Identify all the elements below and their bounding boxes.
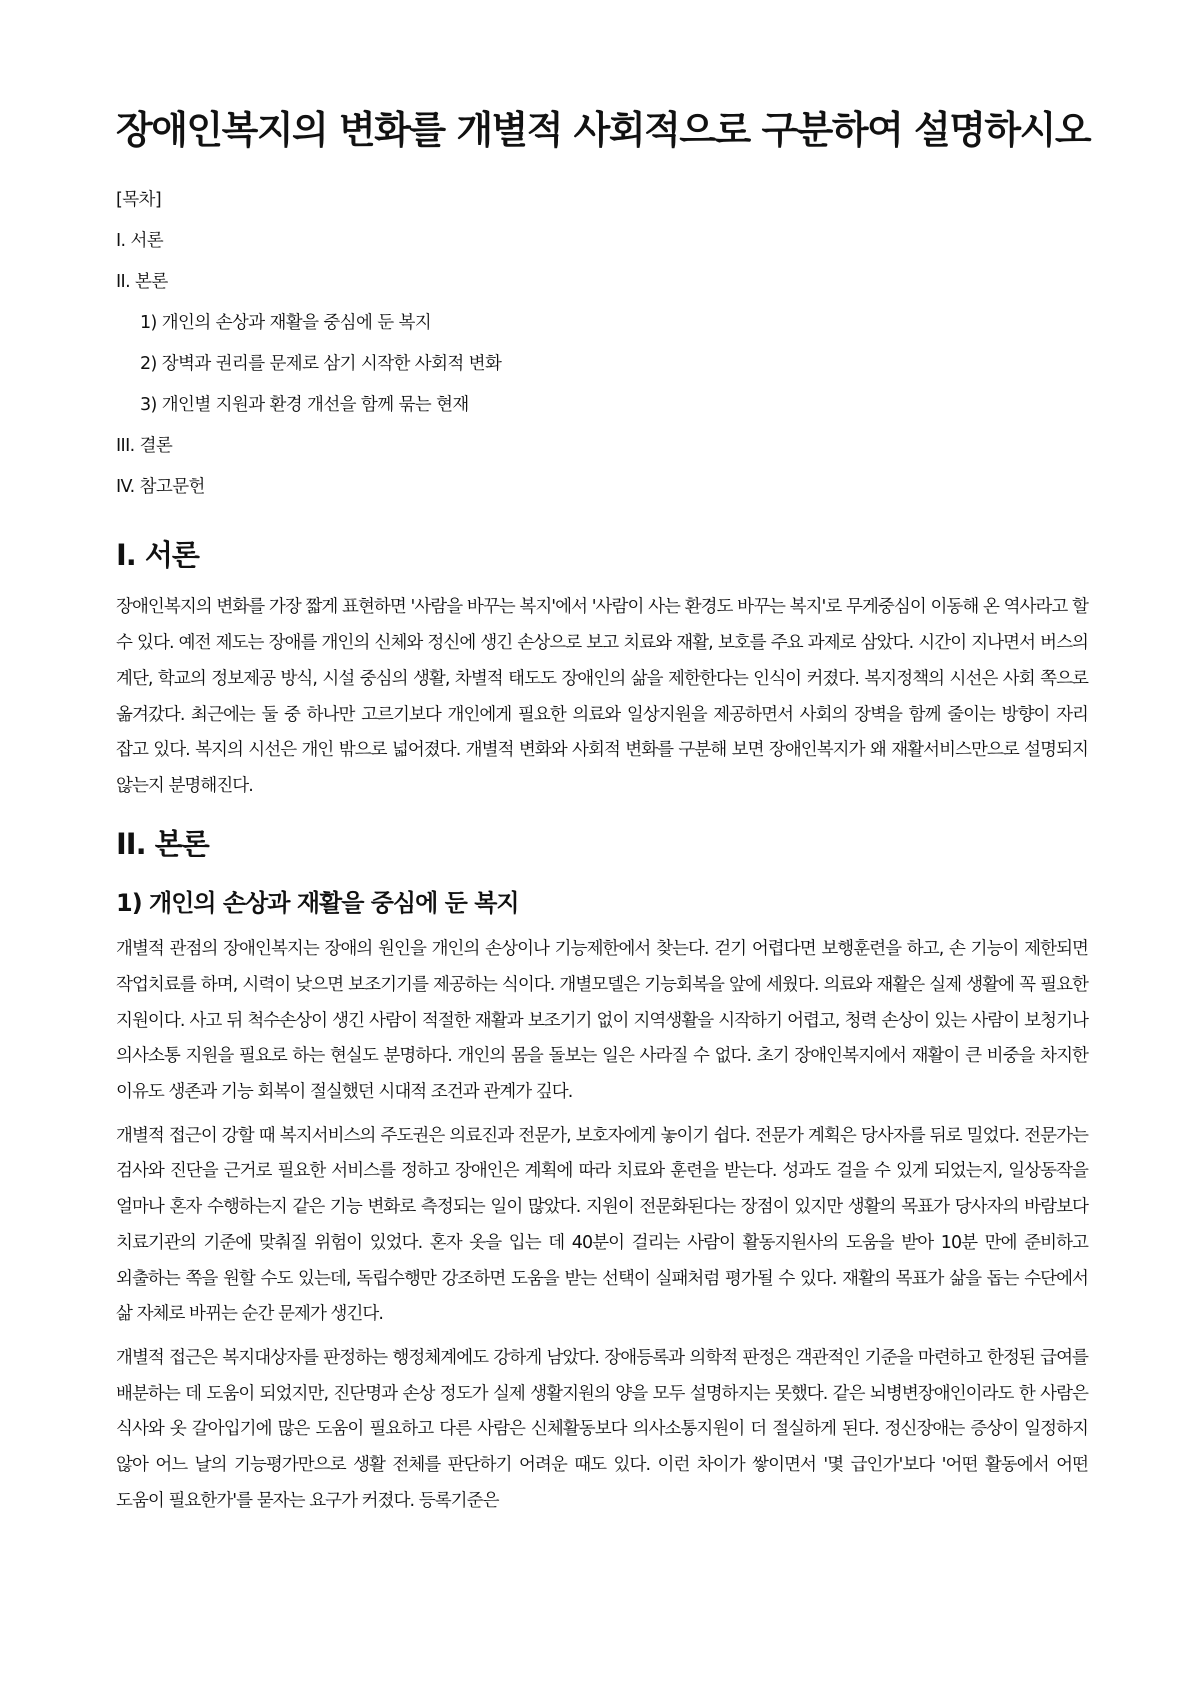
- body-paragraph: 개별적 접근이 강할 때 복지서비스의 주도권은 의료진과 전문가, 보호자에게 놓이기 쉽다. 전문가 계획은 당사자를 뒤로 밀었다. 전문가는 검사와 진단을 근거로 필요한 서비스를 정하고 장애인은 계획에 따라 치료와 훈련을 받는다. 성과도 걸을 수 있게 되었는지, 일상동작을 얼마나 혼자 수행하는지 같은 기능 변화로 측정되는 일이 많았다. 지원이 전문화된다는 장점이 있지만 생활의 목표가 당사자의 바람보다 치료기관의 기준에 맞춰질 위험이 있었다. 혼자 옷을 입는 데 40분이 걸리는 사람이 활동지원사의 도움을 받아 10분 만에 준비하고 외출하는 쪽을 원할 수도 있는데, 독립수행만 강조하면 도움을 받는 선택이 실패처럼 평가될 수 있다. 재활의 목표가 삶을 돕는 수단에서 삶 자체로 바뀌는 순간 문제가 생긴다.: [116, 1125, 1088, 1325]
- body-heading: II. 본론: [116, 826, 209, 861]
- toc-item-references: IV. 참고문헌: [116, 476, 205, 497]
- toc-item-conclusion: III. 결론: [116, 435, 173, 456]
- intro-section: [116, 538, 1088, 805]
- toc-heading: [목차]: [116, 189, 162, 210]
- body-paragraph: 개별적 관점의 장애인복지는 장애의 원인을 개인의 손상이나 기능제한에서 찾는다. 걷기 어렵다면 보행훈련을 하고, 손 기능이 제한되면 작업치료를 하며, 시력이 낮으면 보조기기를 제공하는 식이다. 개별모델은 기능회복을 앞에 세웠다. 의료와 재활은 실제 생활에 꼭 필요한 지원이다. 사고 뒤 척수손상이 생긴 사람이 적절한 재활과 보조기기 없이 지역생활을 시작하기 어렵고, 청력 손상이 있는 사람이 보청기나 의사소통 지원을 필요로 하는 현실도 분명하다. 개인의 몸을 돌보는 일은 사라질 수 없다. 초기 장애인복지에서 재활이 큰 비중을 차지한 이유도 생존과 기능 회복이 절실했던 시대적 조건과 관계가 깊다.: [116, 939, 1089, 1103]
- body-section: [116, 827, 1088, 1520]
- body-paragraph: 개별적 접근은 복지대상자를 판정하는 행정체계에도 강하게 남았다. 장애등록과 의학적 판정은 객관적인 기준을 마련하고 한정된 급여를 배분하는 데 도움이 되었지만, 진단명과 손상 정도가 실제 생활지원의 양을 모두 설명하지는 못했다. 같은 뇌병변장애인이라도 한 사람은 식사와 옷 갈아입기에 많은 도움이 필요하고 다른 사람은 신체활동보다 의사소통지원이 더 절실하게 된다. 정신장애는 증상이 일정하지 않아 어느 날의 기능평가만으로 생활 전체를 판단하기 어려운 때도 있다. 이런 차이가 쌓이면서 '몇 급인가'보다 '어떤 활동에서 어떤 도움이 필요한가'를 묻자는 요구가 커졌다. 등록기준은: [116, 1347, 1088, 1511]
- toc-item-body-3: 3) 개인별 지원과 환경 개선을 함께 묶는 현재: [140, 394, 469, 415]
- subsection-1: [116, 889, 1088, 1519]
- intro-paragraph: 장애인복지의 변화를 가장 짧게 표현하면 '사람을 바꾸는 복지'에서 '사람이 사는 환경도 바꾸는 복지'로 무게중심이 이동해 온 역사라고 할 수 있다. 예전 제도는 장애를 개인의 신체와 정신에 생긴 손상으로 보고 치료와 재활, 보호를 주요 과제로 삼았다. 시간이 지나면서 버스의 계단, 학교의 정보제공 방식, 시설 중심의 생활, 차별적 태도도 장애인의 삶을 제한한다는 인식이 커졌다. 복지정책의 시선은 사회 쪽으로 옮겨갔다. 최근에는 둘 중 하나만 고르기보다 개인에게 필요한 의료와 일상지원을 제공하면서 사회의 장벽을 함께 줄이는 방향이 자리 잡고 있다. 복지의 시선은 개인 밖으로 넓어졌다. 개별적 변화와 사회적 변화를 구분해 보면 장애인복지가 왜 재활서비스만으로 설명되지 않는지 분명해진다.: [116, 597, 1088, 796]
- toc-item-body: II. 본론: [116, 271, 168, 292]
- table-of-contents: [116, 180, 1088, 508]
- toc-item-body-2: 2) 장벽과 권리를 문제로 삼기 시작한 사회적 변화: [140, 353, 502, 374]
- toc-item-intro: I. 서론: [116, 230, 164, 251]
- toc-item-body-1: 1) 개인의 손상과 재활을 중심에 둔 복지: [140, 312, 432, 333]
- document-title: 장애인복지의 변화를 개별적 사회적으로 구분하여 설명하시오: [116, 108, 1091, 152]
- subsection-1-heading: 1) 개인의 손상과 재활을 중심에 둔 복지: [116, 889, 519, 918]
- intro-heading: I. 서론: [116, 537, 199, 572]
